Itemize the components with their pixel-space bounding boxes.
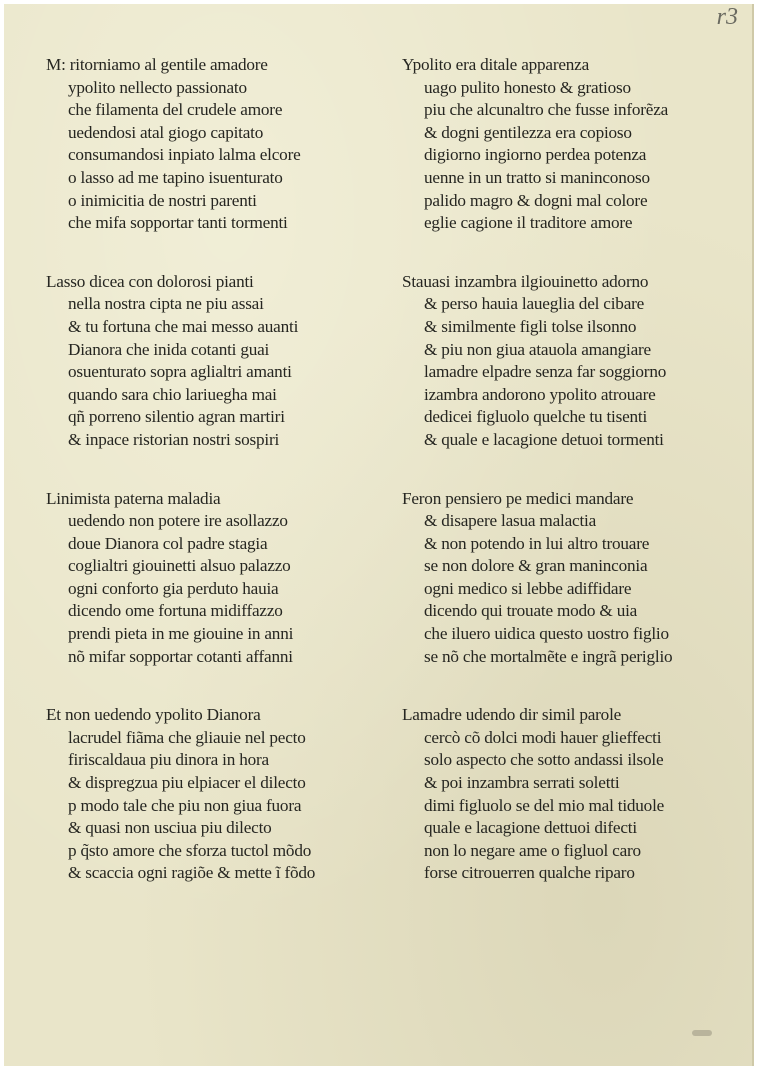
verse-line: & dogni gentilezza era copioso <box>424 122 632 142</box>
verse-line: nõ mifar sopportar cotanti affanni <box>68 646 293 666</box>
verse-line: Feron pensiero pe medici mandare <box>402 488 634 508</box>
verse-line: & perso hauia laueglia del cibare <box>424 294 645 314</box>
verse-line: Dianora che inida cotanti guai <box>68 339 270 359</box>
verse-line: dicendo qui trouate modo & uia <box>424 601 638 621</box>
stanza <box>46 54 386 235</box>
ink-smudge <box>692 1030 712 1036</box>
verse-line: uedendo non potere ire asollazzo <box>68 511 288 531</box>
verse-line: & similmente figli tolse ilsonno <box>424 316 637 336</box>
verse-line: che filamenta del crudele amore <box>68 100 283 120</box>
verse-line: & quale e lacagione detuoi tormenti <box>424 429 664 449</box>
verse-line: & piu non giua atauola amangiare <box>424 339 651 359</box>
verse-line: ogni conforto gia perduto hauia <box>68 578 279 598</box>
verse-line: Ypolito era ditale apparenza <box>402 55 590 74</box>
verse-line: se nõ che mortalmẽte e ingrã periglio <box>424 646 673 666</box>
verse-line: non lo negare ame o figluol caro <box>424 840 641 860</box>
verse-line: lacrudel fiãma che gliauie nel pecto <box>68 727 306 747</box>
verse-line: p q̃sto amore che sforza tuctol mõdo <box>68 840 312 860</box>
stanza <box>402 54 752 235</box>
stanza <box>402 488 752 669</box>
verse-line: ogni medico si lebbe adiffidare <box>424 578 632 598</box>
verse-line: Lasso dicea con dolorosi pianti <box>46 271 254 291</box>
stanza <box>402 704 752 885</box>
verse-line: Linimista paterna maladia <box>46 488 221 508</box>
verse-line: p modo tale che piu non giua fuora <box>68 795 302 815</box>
stanza <box>402 271 752 452</box>
verse-line: consumandosi inpiato lalma elcore <box>68 145 301 165</box>
verse-line: o inimicitia de nostri parenti <box>68 190 257 210</box>
verse-line: Et non uedendo ypolito Dianora <box>46 705 261 725</box>
verse-line: prendi pieta in me giouine in anni <box>68 624 294 644</box>
verse-line: coglialtri giouinetti alsuo palazzo <box>68 556 291 576</box>
verse-line: nella nostra cipta ne piu assai <box>68 294 264 314</box>
stanza <box>46 704 386 885</box>
folio-mark: r3 <box>716 4 738 30</box>
verse-line: & disapere lasua malactia <box>424 511 597 531</box>
verse-line: lamadre elpadre senza far soggiorno <box>424 362 667 382</box>
stanza <box>46 488 386 669</box>
right-column <box>402 54 752 913</box>
verse-line: dicendo ome fortuna midiffazzo <box>68 601 283 621</box>
verse-line: se non dolore & gran maninconia <box>424 556 648 576</box>
verse-line: cercò cõ dolci modi hauer glieffecti <box>424 727 662 747</box>
verse-line: ypolito nellecto passionato <box>68 77 247 97</box>
verse-line: quale e lacagione dettuoi difecti <box>424 818 637 838</box>
verse-line: digiorno ingiorno perdea potenza <box>424 145 647 165</box>
verse-line: firiscaldaua piu dinora in hora <box>68 750 269 770</box>
verse-line: quando sara chio lariuegha mai <box>68 384 277 404</box>
verse-line: & scaccia ogni ragiõe & mette ĩ fõdo <box>68 863 316 883</box>
verse-line: M: ritorniamo al gentile amadore <box>46 55 268 74</box>
stanza <box>46 271 386 452</box>
verse-line: che iluero uidica questo uostro figlio <box>424 624 669 644</box>
left-column <box>46 54 386 913</box>
verse-line: uenne in un tratto si maninconoso <box>424 167 650 187</box>
verse-line: & quasi non usciua piu dilecto <box>68 818 272 838</box>
verse-line: Stauasi inzambra ilgiouinetto adorno <box>402 271 649 291</box>
verse-line: uedendosi atal giogo capitato <box>68 122 264 142</box>
verse-line: qñ porreno silentio agran martiri <box>68 407 285 427</box>
verse-line: eglie cagione il traditore amore <box>424 213 633 233</box>
verse-line: & inpace ristorian nostri sospiri <box>68 429 280 449</box>
book-page <box>4 4 754 1066</box>
verse-line: osuenturato sopra aglialtri amanti <box>68 362 292 382</box>
verse-line: piu che alcunaltro che fusse inforẽza <box>424 100 669 120</box>
verse-line: solo aspecto che sotto andassi ilsole <box>424 750 664 770</box>
verse-line: o lasso ad me tapino isuenturato <box>68 167 283 187</box>
verse-line: izambra andorono ypolito atrouare <box>424 384 656 404</box>
verse-line: palido magro & dogni mal colore <box>424 190 648 210</box>
verse-line: dimi figluolo se del mio mal tiduole <box>424 795 665 815</box>
verse-line: uago pulito honesto & gratioso <box>424 77 631 97</box>
verse-line: & non potendo in lui altro trouare <box>424 533 650 553</box>
verse-line: forse citrouerren qualche riparo <box>424 863 635 883</box>
verse-line: & dispregzua piu elpiacer el dilecto <box>68 773 306 793</box>
verse-line: & tu fortuna che mai messo auanti <box>68 316 299 336</box>
verse-line: dedicei figluolo quelche tu tisenti <box>424 407 648 427</box>
verse-line: doue Dianora col padre stagia <box>68 533 268 553</box>
verse-line: & poi inzambra serrati soletti <box>424 773 620 793</box>
verse-line: Lamadre udendo dir simil parole <box>402 705 622 725</box>
verse-line: che mifa sopportar tanti tormenti <box>68 213 288 233</box>
